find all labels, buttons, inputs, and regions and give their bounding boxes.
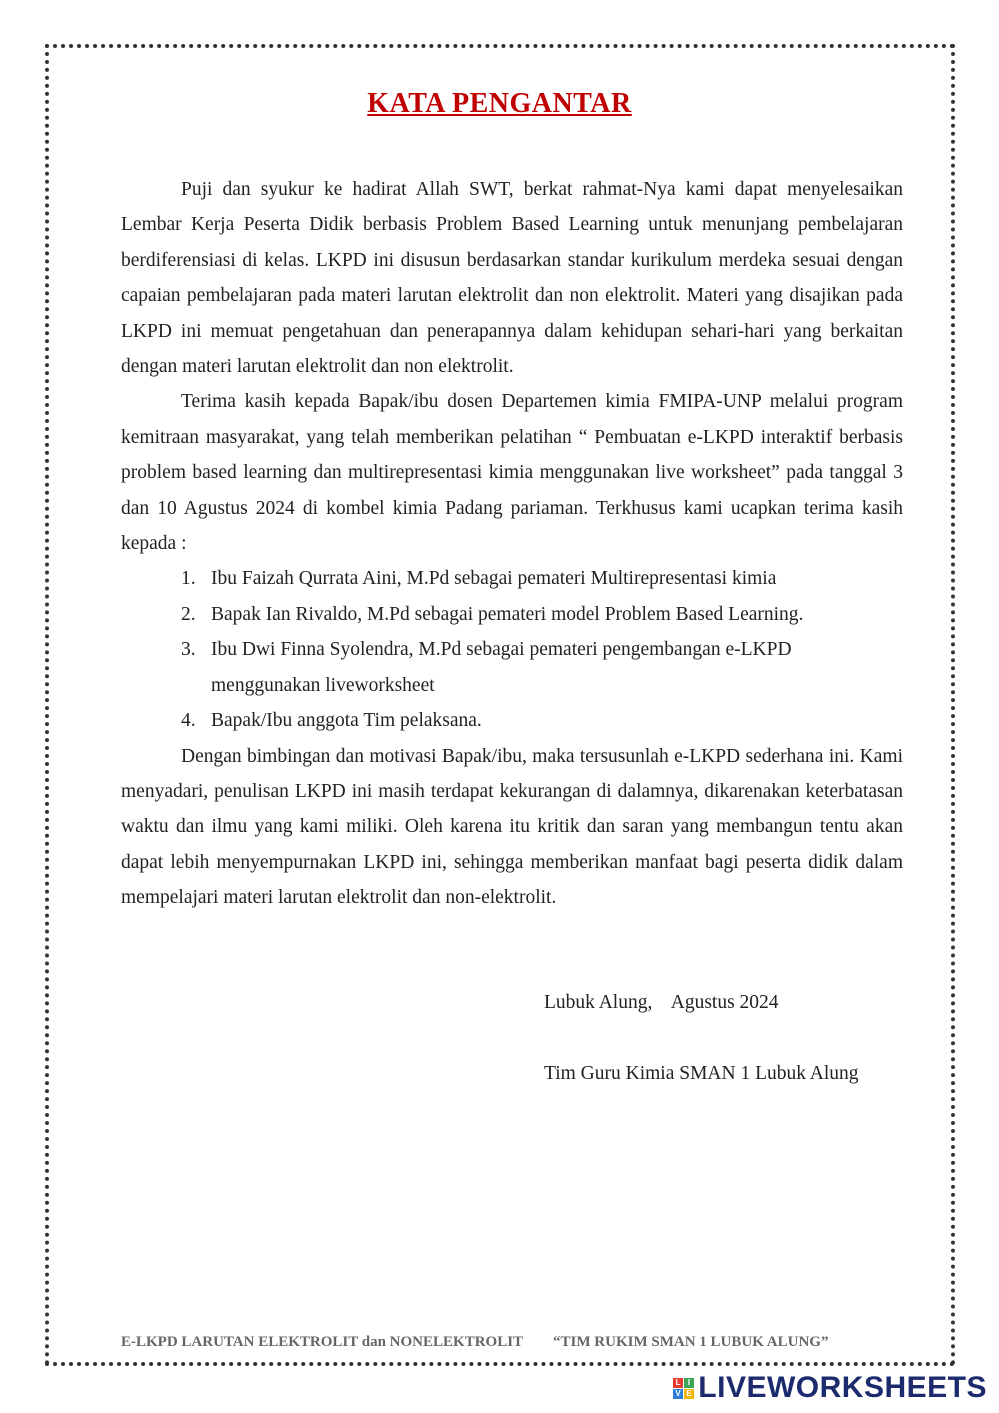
logo-cell: V <box>673 1389 683 1399</box>
paragraph-thanks: Terima kasih kepada Bapak/ibu dosen Departemen kimia FMIPA-UNP melalui program kemitraan masyarakat, yang telah memberikan pelatihan “ Pembuatan e-LKPD interaktif berbasis problem based learning dan multirepresentasi kimia menggunakan live worksheet” pada tanggal 3 dan 10 Agustus 2024 di kombel kimia Padang pariaman. Terkhusus kami ucapkan terima kasih kepada : <box>121 391 903 555</box>
liveworksheets-watermark[interactable] <box>673 1371 987 1405</box>
list-text: Bapak Ian Rivaldo, M.Pd sebagai pemateri model Problem Based Learning. <box>211 603 804 625</box>
footer-right: “TIM RUKIM SMAN 1 LUBUK ALUNG” <box>553 1334 829 1350</box>
list-number: 1. <box>181 568 196 590</box>
paragraph-intro: Puji dan syukur ke hadirat Allah SWT, berkat rahmat-Nya kami dapat menyelesaikan Lembar Kerja Peserta Didik berbasis Problem Based Learning untuk menunjang pembelajaran berdiferensiasi di kelas. LKPD ini disusun berdasarkan standar kurikulum merdeka sesuai dengan capaian pembelajaran pada materi larutan elektrolit dan non elektrolit. Materi yang disajikan pada LKPD ini memuat pengetahuan dan penerapannya dalam kehidupan sehari-hari yang berkaitan dengan materi larutan elektrolit dan non elektrolit. <box>121 179 903 378</box>
list-text: Ibu Dwi Finna Syolendra, M.Pd sebagai pemateri pengembangan e-LKPD menggunakan liveworksheet <box>211 639 792 696</box>
list-number: 2. <box>181 603 196 625</box>
list-item <box>181 632 903 703</box>
watermark-text: LIVEWORKSHEETS <box>698 1371 987 1404</box>
list-text: Bapak/Ibu anggota Tim pelaksana. <box>211 710 482 732</box>
list-item <box>181 561 903 596</box>
list-item <box>181 703 903 738</box>
page-footer <box>121 1334 828 1351</box>
body-text <box>121 172 903 916</box>
paragraph-closing: Dengan bimbingan dan motivasi Bapak/ibu, maka tersusunlah e-LKPD sederhana ini. Kami menyadari, penulisan LKPD ini masih terdapat kekurangan di dalamnya, dikarenakan keterbatasan waktu dan ilmu yang kami miliki. Oleh karena itu kritik dan saran yang membangun tentu akan dapat lebih menyempurnakan LKPD ini, sehingga memberikan manfaat bagi peserta didik dalam mempelajari materi larutan elektrolit dan non-elektrolit. <box>121 745 903 909</box>
list-item <box>181 597 903 632</box>
acknowledgement-list <box>121 561 903 738</box>
page-title: KATA PENGANTAR <box>367 88 632 119</box>
logo-cell: I <box>684 1378 694 1388</box>
logo-cell: L <box>673 1378 683 1388</box>
signature-author: Tim Guru Kimia SMAN 1 Lubuk Alung <box>544 1063 859 1084</box>
signature-place-date: Lubuk Alung, Agustus 2024 <box>544 992 779 1013</box>
list-number: 3. <box>181 639 196 661</box>
liveworksheets-logo-icon <box>673 1378 694 1399</box>
list-text: Ibu Faizah Qurrata Aini, M.Pd sebagai pemateri Multirepresentasi kimia <box>211 568 777 590</box>
logo-cell: E <box>684 1389 694 1399</box>
footer-left: E-LKPD LARUTAN ELEKTROLIT dan NONELEKTROLIT <box>121 1334 524 1350</box>
list-number: 4. <box>181 710 196 732</box>
